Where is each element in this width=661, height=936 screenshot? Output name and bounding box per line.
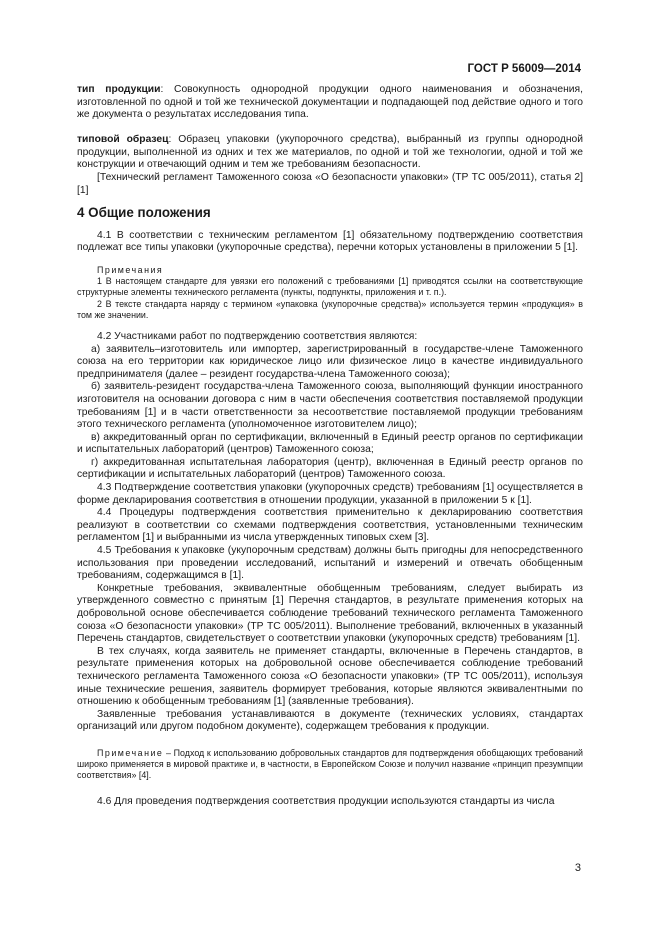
paragraph-4-2-g: г) аккредитованная испытательная лаборатория (центр), включенная в Единый реестр органов по сертификации и испытательных лабораторий (центров) Таможенного союза. bbox=[77, 456, 583, 481]
paragraph-4-5-d: Заявленные требования устанавливаются в документе (технических условиях, стандартах организаций или другом подобном документе), содержащем требования к продукции. bbox=[77, 708, 583, 733]
section-title: 4 Общие положения bbox=[77, 205, 211, 221]
paragraph-4-3: 4.3 Подтверждение соответствия упаковки (укупорочных средств) требованиям [1] осуществляется в форме декларирования соответствия в отношении продукции, указанной в приложении 5 к [1]. bbox=[77, 482, 583, 506]
notes-heading: Примечания bbox=[97, 264, 164, 275]
paragraph-4-5-b: Конкретные требования, эквивалентные обобщенным требованиям, следует выбирать из утвержденного совместно с принятым [1] Перечня стандартов, в результате применения которых на добровольной основе обеспечивается соблюдение требований технического регламента Таможенного союза «О безопасности упаковки» (ТР ТС 005/2011). Выполнение требований, включенных в указанный Перечень стандартов, свидетельствует о соответствии упаковки (укупорочных средств) требованиям [1]. bbox=[77, 582, 583, 645]
paragraph-4-2-b: б) заявитель-резидент государства-члена Таможенного союза, выполняющий функции иностранного изготовителя на основании договора с ним в части обеспечения соответствия поставляемой продукции требованиям [1] и в части ответственности за несоответствие поставляемой продукции требованиям этого технического регламента (уполномоченное изготовителем лицо); bbox=[77, 381, 583, 431]
note-3 bbox=[77, 748, 583, 782]
term-source: [Технический регламент Таможенного союза «О безопасности упаковки» (ТР ТС 005/2011), статья 2] [1] bbox=[77, 171, 583, 196]
paragraph-4-2-v: в) аккредитованный орган по сертификации, включенный в Единый реестр органов по сертификации и испытательных лабораторий (центров) Таможенного союза; bbox=[77, 431, 583, 456]
term-definition: : Совокупность однородной продукции одного наименования и обозначения, изготовленной по одной и той же технической документации и подпадающей под действие одного и того же документа о результатах исследования типа. bbox=[77, 84, 583, 121]
note-3-text: – Подход к использованию добровольных стандартов для подтверждения обобщающих требований широко применяется в мировой практике и, в частности, в Европейском Союзе и получил название «принцип презумпции соответствия» [4]. bbox=[77, 747, 583, 781]
paragraph-4-2-a: а) заявитель–изготовитель или импортер, зарегистрированный в государстве-члене Таможенного союза на его территории как юридическое лицо или физическое лицо в качестве индивидуального предпринимателя (далее – резидент государства-члена Таможенного союза); bbox=[77, 343, 583, 380]
term-label: тип продукции bbox=[77, 84, 161, 95]
paragraph-4-5: 4.5 Требования к упаковке (укупорочным средствам) должны быть пригодны для непосредственного использования при проведении исследований, испытаний и измерений и отвечать обобщенным требованиям, содержащимся в [1]. bbox=[77, 545, 583, 582]
term-product-type bbox=[77, 84, 583, 122]
paragraph-4-4: 4.4 Процедуры подтверждения соответствия применительно к декларированию соответствия реализуют в соответствии со схемами подтверждения соответствия, установленными техническим регламентом [1] и выбранными из числа утвержденных типовых схем [3]. bbox=[77, 507, 583, 544]
paragraph-4-1: 4.1 В соответствии с техническим регламентом [1] обязательному подтверждению соответствия подлежат все типы упаковки (укупорочные средства), перечни которых установлены в приложении 5 [1]. bbox=[77, 229, 583, 254]
paragraph-4-5-c: В тех случаях, когда заявитель не применяет стандарты, включенные в Перечень стандартов, в результате применения которых на добровольной основе обеспечивается соблюдение требований технического регламента Таможенного союза «О безопасности упаковки» (ТР ТС 005/2011), используя иные технические решения, заявитель формирует требования, которые являются эквивалентными по отношению к обобщенным требованиям [1] (заявленные требования). bbox=[77, 645, 583, 708]
paragraph-4-2: 4.2 Участниками работ по подтверждению соответствия являются: bbox=[97, 330, 418, 342]
term-label: типовой образец bbox=[77, 134, 169, 146]
page-body bbox=[77, 84, 583, 808]
note-2: 2 В тексте стандарта наряду с термином «упаковка (укупорочные средства)» используется термин «продукция» в том же значении. bbox=[77, 298, 583, 320]
term-definition: : Образец упаковки (укупорочного средства), выбранный из группы однородной продукции, выполненной из одних и тех же материалов, по одной и той же технологии, одной и той же конструкции и отвечающий одним и тем же требованиям безопасности. bbox=[77, 134, 583, 171]
page-number: 3 bbox=[574, 862, 581, 874]
term-type-sample bbox=[77, 134, 583, 172]
note-3-heading: Примечание bbox=[97, 747, 164, 758]
document-code-header: ГОСТ Р 56009—2014 bbox=[467, 63, 581, 75]
paragraph-4-6: 4.6 Для проведения подтверждения соответствия продукции используются стандарты из числа bbox=[97, 795, 555, 807]
note-1: 1 В настоящем стандарте для увязки его положений с требованиями [1] приводятся ссылки на соответствующие структурные элементы технического регламента (пункты, подпункты, приложения и т. п.). bbox=[77, 276, 583, 298]
